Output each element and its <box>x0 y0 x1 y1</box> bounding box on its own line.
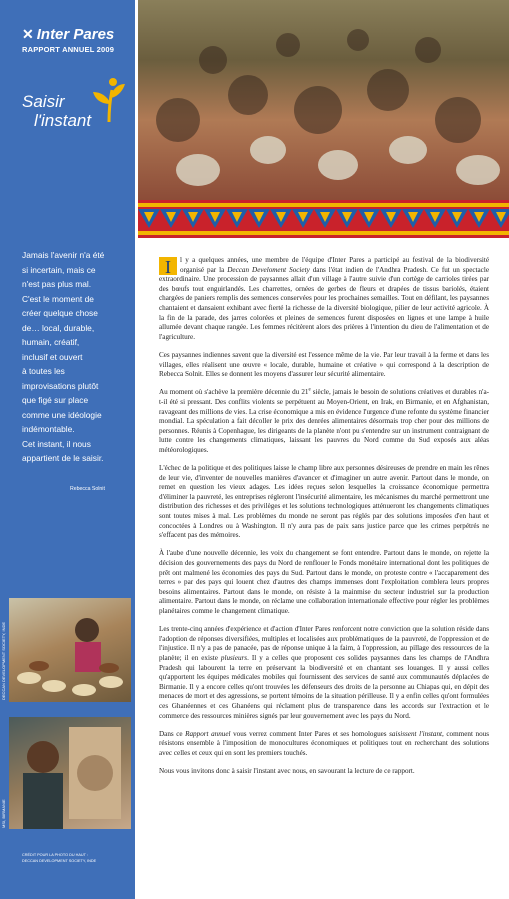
quote-line: de… local, durable, <box>22 322 95 333</box>
quote-line: que figé sur place <box>22 395 89 405</box>
p7-text-end: , comment nous résistons ensemble à l'imposition de monocultures économiques et politiques tout en recherchant des solutions avec celles et ceux qui en sont les premiers touchés. <box>159 729 489 757</box>
p7-emphasis-2: saisissent l'instant <box>389 729 443 738</box>
p1-text-cont: dans l'état indien de l'Andhra Pradesh. Ce fut un spectacle extraordinaire. Une procession de paysannes allait d'un village à l'autre suivie d'un cortège de carrioles tirées par des bœufs tout enguirlandés. Les charrettes, ornées de gerbes de fleurs et drapées de tissus bariolés, étaient chargées de paniers remplis des semences conservées pour les prochaines semailles. Tout en défilant, les paysannes chantaient et dansaient exhibant avec fierté la richesse de la diversité biologique, pilier de leur activité agricole. À la fin de la parade, des jarres colorées et pleines de semences furent disposées en lignes et une lampe à huile allumée devant chaque rangée. Les femmes récitèrent alors des prières à l'intention du dieu de l'alimentation et de l'agriculture. <box>159 265 490 341</box>
sidebar-quote <box>22 248 126 466</box>
logo-name: Inter Pares <box>36 26 115 43</box>
p3-text: Au moment où s'achève la première décennie du 21 <box>159 388 309 397</box>
p3-superscript: e <box>308 387 311 393</box>
credit-footer-line-1: CRÉDIT POUR LA PHOTO DU HAUT : <box>22 853 89 857</box>
article-paragraph-6 <box>159 625 489 721</box>
quote-line: Jamais l'avenir n'a été <box>22 250 105 260</box>
mid-photo-woman-grains <box>9 598 131 702</box>
quote-line: comme une idéologie <box>22 409 102 420</box>
p6-text: Les trente-cinq années d'expérience et d'action d'Inter Pares renforcent notre conviction que la solution réside dans l'adoption de réponses diversifiées, multiples et localisées aux problématiques de la pauvreté, de l'oppression et de l'injustice. Il n'y a pas de panacée, pas de réponse unique à la faim, à l'oppression, au pillage des ressources de la planète; il en existe <box>159 625 489 662</box>
interlocking-arrows-icon: ✕ <box>22 26 34 42</box>
quote-line: n'est pas plus mal. <box>22 279 92 289</box>
top-photo-women-procession <box>138 0 509 200</box>
photo-credit-footer <box>22 853 126 864</box>
p7-text: Dans ce <box>159 729 186 738</box>
quote-line: à toutes les <box>22 366 65 376</box>
p3-text-cont: siècle, jamais le besoin de solutions créatives et durables n'a-t-il été si pressant. Des conflits violents se perpétuent au Moyen-Orient, en Irak, en Birmanie, et en Afghanistan, ravageant des millions de vies. La crise économique a mis en évidence l'urgence d'une refonte du système financier mondial. La spéculation a fait décoller le prix des denrées alimentaires désormais trop cher pour des millions de personnes. Réunis à Copenhague, les dirigeants de la planète n'ont pu s'entendre sur un instrument contraignant de lutte contre les changements climatiques, laissant les pauvres du Nord comme du Sud exposés aux aléas météorologiques. <box>159 388 489 454</box>
article-paragraph-4: L'échec de la politique et des politiques laisse le champ libre aux personnes désireuses de prendre en main les rênes de leur vie, d'inventer de nouvelles manières d'avancer et d'imaginer un autre avenir. Partout dans le monde, on remet en question les vieux adages. Les idées reçues selon lesquelles la croissance économique permettra d'éliminer la pauvreté, les entreprises régleront l'insécurité alimentaire, les mécanismes du marché permettront une distribution des richesses et des privilèges et les solutions technologiques atténueront les changements climatiques sont toutes mises à mal. Les problèmes du monde ne seront pas réglés par des solutions imposées d'en haut et concoctées à Londres ou à Washington. Il n'y aura pas de paix sans justice parce que les crimes perpétrés ne s'effacent pas des mémoires. <box>159 464 489 540</box>
p1-text: l y a quelques années, une membre de l'équipe d'Inter Pares a participé au festival de la biodiversité organisé par la <box>180 256 489 274</box>
photo-credit-mid: DECCAN DEVELOPMENT SOCIETY, INDE <box>1 621 6 700</box>
quote-line: si incertain, mais ce <box>22 264 96 275</box>
p6-emphasis: plusieurs <box>220 653 248 662</box>
drop-cap: I <box>159 257 177 275</box>
report-label: RAPPORT ANNUEL 2009 <box>22 45 115 54</box>
article-body <box>159 256 489 785</box>
quote-line: improvisations plutôt <box>22 380 99 391</box>
credit-footer-line-2: DECCAN DEVELOPMENT SOCIETY, INDE <box>22 858 97 863</box>
bottom-photo-child <box>9 717 131 829</box>
p7-text-mid: vous verrez comment Inter Pares et ses homologues <box>230 729 390 738</box>
article-paragraph-1 <box>159 256 489 342</box>
tagline-line-2: l'instant <box>34 111 92 130</box>
quote-line: inclusif et ouvert <box>22 351 83 362</box>
p7-emphasis-1: Rapport annuel <box>185 729 231 738</box>
article-paragraph-5: À l'aube d'une nouvelle décennie, les voix du changement se font entendre. Partout dans le monde, on rejette la décision des gouvernements des pays du Nord de renflouer le Fonds monétaire international dont les politiques de prêt ont malmené les économies des pays du Sud. Partout dans le monde, on proteste contre « l'accaparement des terres » par des pays qui louent chez d'autres des champs immenses dont l'exploitation comblera leurs propres besoins alimentaires. Partout dans le monde, on résiste à la mainmise du secteur industriel sur la production alimentaire. Partout dans le monde, on réclame une collaboration internationale effective pour régler les problèmes planétaires comme le changement climatique. <box>159 549 489 615</box>
quote-line: indémontable. <box>22 424 75 434</box>
quote-line: créer quelque chose <box>22 308 98 318</box>
quote-line: C'est le moment de <box>22 293 94 304</box>
quote-line: appartient de le saisir. <box>22 453 104 463</box>
article-paragraph-2: Ces paysannes indiennes savent que la diversité est l'essence même de la vie. Par leur travail à la ferme et dans les villages, elles réalisent une œuvre « locale, durable, humaine et créative » qui correspond à la description de Rebecca Solnit. Elles se donnent les moyens d'assurer leur sécurité alimentaire. <box>159 350 489 379</box>
article-paragraph-7 <box>159 730 489 759</box>
p6-text-cont: . Il y a celles que proposent ces solides paysannes dans les champs de l'Andhra Pradesh qui labourent la terre en préservant la biodiversité et en chantant ses louanges. Il y aussi celles qu'apportent les équipes médicales mobiles qui fournissent des services de santé aux communautés déplacées de Birmanie. Il y a encore celles qu'ont trouvées les défenseurs des droits de la personne au Chiapas qui, en dépit des menaces de mort et des agressions, se portent témoins de la situation périlleuse. Il y a enfin celles qu'ont formulées ces Ghanéennes et ces Ghanéens qui réclament plus de transparence dans les accords sur l'extraction et le commerce des ressources minières signés par leur gouvernement avec les pays du Nord. <box>159 653 489 720</box>
photo-credit-bottom: MSI, BIRMANIE <box>1 799 6 828</box>
quote-line: Cet instant, il nous <box>22 438 91 449</box>
tagline-line-1: Saisir <box>22 92 65 111</box>
article-paragraph-3 <box>159 388 489 455</box>
quote-author: Rebecca Solnit <box>70 486 105 492</box>
sprout-icon <box>89 74 129 124</box>
article-paragraph-8: Nous vous invitons donc à saisir l'instant avec nous, en savourant la lecture de ce rapport. <box>159 767 415 776</box>
tagline <box>22 92 91 130</box>
inter-pares-logo <box>22 26 114 43</box>
p1-emphasis: Deccan Develoment Society <box>227 265 310 274</box>
decorative-pattern-band <box>138 200 509 238</box>
quote-line: humain, créatif, <box>22 337 80 347</box>
